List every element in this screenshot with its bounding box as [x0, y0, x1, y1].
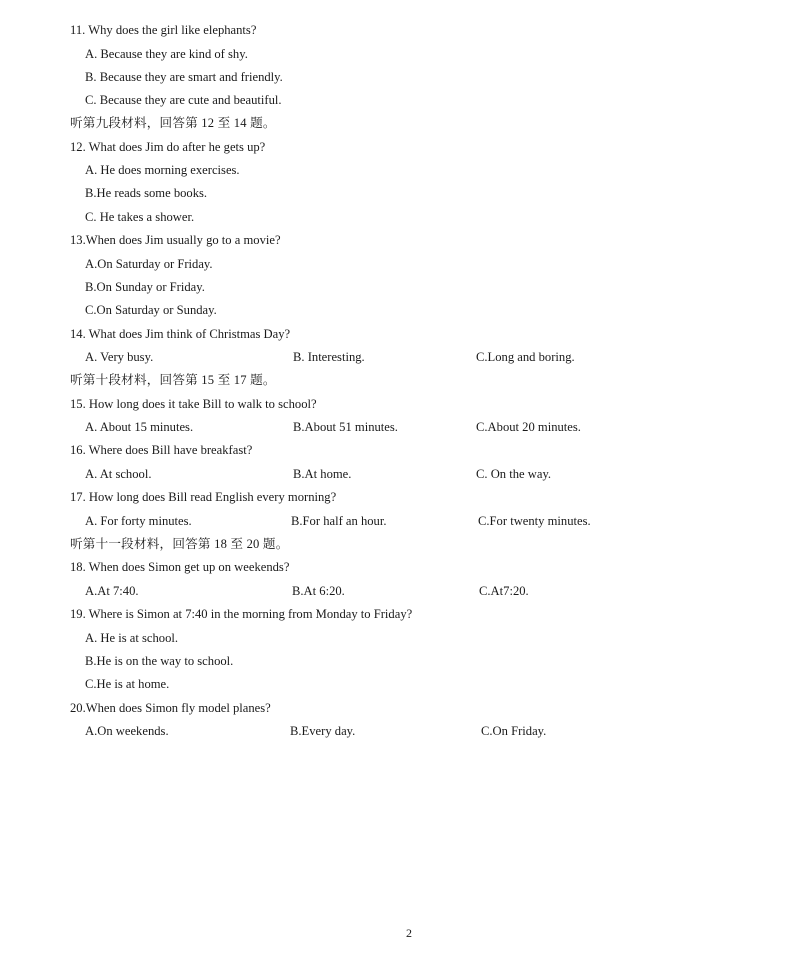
q17-option-a: A. For forty minutes. — [85, 514, 192, 528]
q14-option-c: C.Long and boring. — [476, 350, 575, 364]
q13-option-a: A.On Saturday or Friday. — [85, 257, 213, 271]
page-number: 2 — [406, 926, 412, 940]
q13-option-c: C.On Saturday or Sunday. — [85, 303, 217, 317]
q19-option-b: B.He is on the way to school. — [85, 654, 234, 668]
question-11: 11. Why does the girl like elephants? — [70, 23, 257, 37]
question-16: 16. Where does Bill have breakfast? — [70, 443, 253, 457]
q12-option-c: C. He takes a shower. — [85, 210, 195, 224]
q19-option-a: A. He is at school. — [85, 631, 179, 645]
q16-option-b: B.At home. — [293, 467, 352, 481]
question-12: 12. What does Jim do after he gets up? — [70, 140, 266, 154]
q11-option-a: A. Because they are kind of shy. — [85, 47, 248, 61]
q11-option-b: B. Because they are smart and friendly. — [85, 70, 283, 84]
q13-option-b: B.On Sunday or Friday. — [85, 280, 205, 294]
question-18: 18. When does Simon get up on weekends? — [70, 560, 290, 574]
q18-option-c: C.At7:20. — [479, 584, 529, 598]
q20-option-a: A.On weekends. — [85, 724, 169, 738]
question-19: 19. Where is Simon at 7:40 in the morning from Monday to Friday? — [70, 607, 413, 621]
question-20: 20.When does Simon fly model planes? — [70, 701, 271, 715]
q19-option-c: C.He is at home. — [85, 677, 170, 691]
q20-option-b: B.Every day. — [290, 724, 356, 738]
q14-option-a: A. Very busy. — [85, 350, 154, 364]
q16-option-c: C. On the way. — [476, 467, 552, 481]
q15-option-c: C.About 20 minutes. — [476, 420, 581, 434]
q17-option-b: B.For half an hour. — [291, 514, 387, 528]
question-13: 13.When does Jim usually go to a movie? — [70, 233, 281, 247]
q15-option-a: A. About 15 minutes. — [85, 420, 194, 434]
q12-option-a: A. He does morning exercises. — [85, 163, 240, 177]
q15-option-b: B.About 51 minutes. — [293, 420, 398, 434]
q20-option-c: C.On Friday. — [481, 724, 547, 738]
q18-option-a: A.At 7:40. — [85, 584, 139, 598]
q12-option-b: B.He reads some books. — [85, 186, 208, 200]
q17-option-c: C.For twenty minutes. — [478, 514, 591, 528]
q16-option-a: A. At school. — [85, 467, 152, 481]
section-10-instruction: 听第十段材料，回答第 15 至 17 题。 — [70, 373, 276, 387]
q11-option-c: C. Because they are cute and beautiful. — [85, 93, 282, 107]
section-11-instruction: 听第十一段材料，回答第 18 至 20 题。 — [70, 537, 289, 551]
q18-option-b: B.At 6:20. — [292, 584, 345, 598]
question-15: 15. How long does it take Bill to walk to school? — [70, 397, 317, 411]
section-9-instruction: 听第九段材料，回答第 12 至 14 题。 — [70, 116, 276, 130]
question-14: 14. What does Jim think of Christmas Day? — [70, 327, 291, 341]
question-17: 17. How long does Bill read English every morning? — [70, 490, 337, 504]
q14-option-b: B. Interesting. — [293, 350, 365, 364]
